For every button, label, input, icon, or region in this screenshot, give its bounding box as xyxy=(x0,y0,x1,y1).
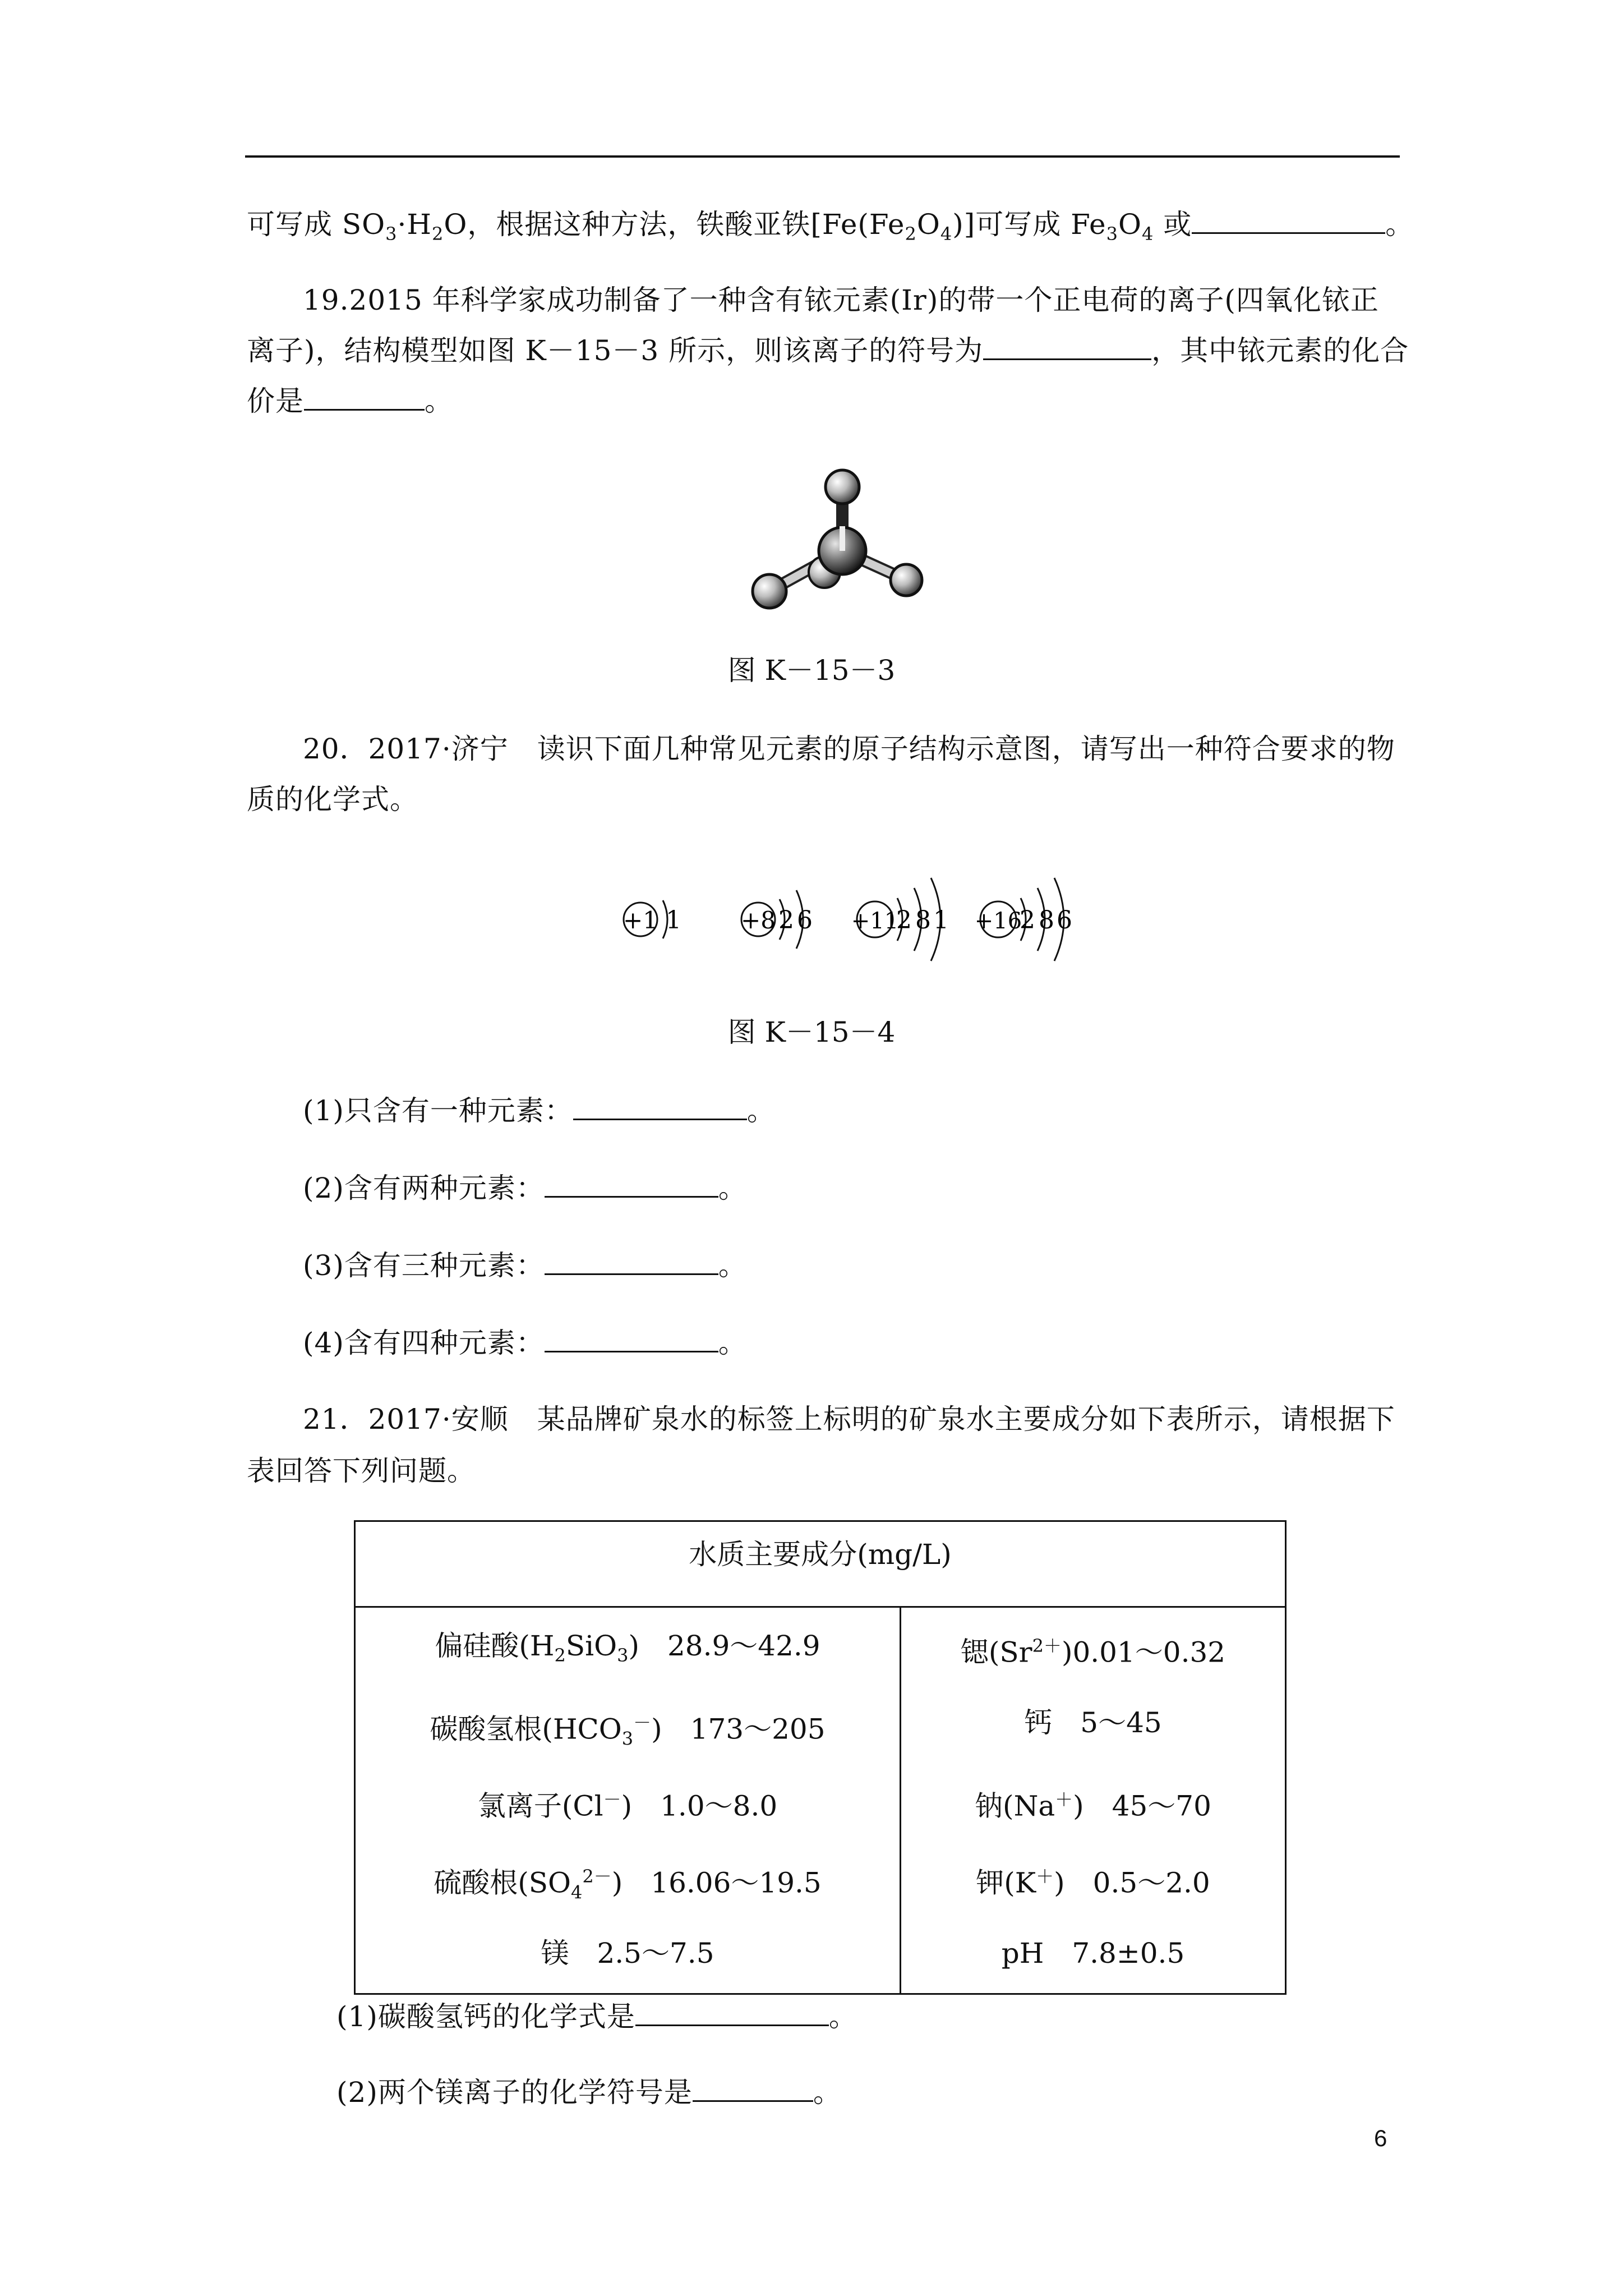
q20-sub-3: (3)含有三种元素： 。 xyxy=(303,1249,747,1282)
table-cell: 偏硅酸$(H_2SiO_3)$ 28.9～42.9 xyxy=(435,1630,820,1666)
mineral-water-table xyxy=(354,1520,1287,1995)
q21-sub-1: (1)碳酸氢钙的化学式是 。 xyxy=(336,2000,857,2033)
answer-blank[interactable] xyxy=(545,1249,718,1275)
nucleus-label: +16 xyxy=(974,908,1022,934)
atom-diagram-sulfur xyxy=(975,878,1072,961)
q20-sub-1: (1)只含有一种元素： 。 xyxy=(303,1094,776,1127)
atom-diagram-sodium xyxy=(851,878,949,961)
shell-electrons: 1 xyxy=(666,906,681,935)
q20-sub-4: (4)含有四种元素： 。 xyxy=(303,1327,747,1359)
answer-blank[interactable] xyxy=(545,1171,718,1198)
shell-electrons: 8 xyxy=(915,906,931,935)
table-cell: pH 7.8±0.5 xyxy=(1001,1937,1185,1970)
table-cell: 碳酸氢根$(HCO_3^-)$ 173～205 xyxy=(430,1712,826,1750)
q21-line-1: 21．2017·安顺 某品牌矿泉水的标签上标明的矿泉水主要成分如下表所示，请根据下 xyxy=(303,1403,1395,1435)
figure-caption-k15-3: 图 K－15－3 xyxy=(727,654,896,687)
q21-line-2: 表回答下列问题。 xyxy=(247,1455,476,1487)
q20-line-2: 质的化学式。 xyxy=(247,783,418,816)
shell-electrons: 8 xyxy=(1039,906,1054,935)
table-cell: 氯离子(Cl－) 1.0～8.0 xyxy=(477,1789,778,1823)
shell-electrons: 6 xyxy=(797,906,813,935)
nucleus-label: +11 xyxy=(851,908,899,934)
table-left-column xyxy=(355,1607,901,1994)
tetrahedral-molecule-model-icon xyxy=(740,460,931,617)
table-cell: 钙 5～45 xyxy=(1024,1706,1162,1739)
answer-blank[interactable] xyxy=(1192,208,1385,234)
figure-caption-k15-4: 图 K－15－4 xyxy=(727,1016,896,1048)
answer-blank[interactable] xyxy=(545,1326,718,1352)
answer-blank[interactable] xyxy=(693,2076,813,2102)
nucleus-label: +8 xyxy=(741,907,776,934)
table-cell: 锶$(Sr^{2+})0.01\sim 0.32$ xyxy=(960,1635,1226,1669)
q19-line-3: 价是 。 xyxy=(247,385,453,417)
q19-line-1: 19.2015 年科学家成功制备了一种含有铱元素(Ir)的带一个正电荷的离子(四氧化铱正 xyxy=(303,284,1379,316)
table-cell: 钠(Na＋) 45～70 xyxy=(975,1789,1211,1823)
shell-electrons: 1 xyxy=(933,906,949,935)
q20-sub-2: (2)含有两种元素： 。 xyxy=(303,1172,747,1204)
answer-blank[interactable] xyxy=(304,384,425,411)
shell-electrons: 6 xyxy=(1057,906,1072,935)
answer-blank[interactable] xyxy=(635,2000,829,2026)
answer-blank[interactable] xyxy=(573,1094,747,1120)
table-header: 水质主要成分(mg/L) xyxy=(355,1521,1286,1607)
q21-sub-2: (2)两个镁离子的化学符号是 。 xyxy=(336,2076,842,2109)
shell-electrons: 2 xyxy=(1020,906,1035,935)
q20-line-1: 20．2017·济宁 读识下面几种常见元素的原子结构示意图，请写出一种符合要求的物 xyxy=(303,733,1395,765)
table-cell: 镁 2.5～7.5 xyxy=(541,1937,714,1970)
table-cell: 硫酸根$(SO_4^{2-})$ 16.06～19.5 xyxy=(434,1866,822,1903)
nucleus-label: +1 xyxy=(623,907,658,934)
page-number: 6 xyxy=(1374,2125,1387,2151)
q19-line-2: 离子)，结构模型如图 K－15－3 所示，则该离子的符号为 ，其中铱元素的化合 xyxy=(247,334,1409,367)
table-right-column xyxy=(901,1607,1286,1994)
atom-diagram-hydrogen xyxy=(623,900,681,938)
shell-electrons: 2 xyxy=(896,906,912,935)
shell-electrons: 2 xyxy=(778,906,794,935)
answer-blank[interactable] xyxy=(983,334,1151,360)
q18-tail-line: 可写成 $SO_3\cdot H_2O$，根据这种方法，铁酸亚铁$[Fe(Fe_2O_4)]$可写成 $Fe_3O_4$ 或 。 xyxy=(247,208,1414,245)
table-cell: 钾(K＋) 0.5～2.0 xyxy=(976,1866,1210,1899)
header-rule xyxy=(245,155,1400,158)
atomic-structure-diagrams xyxy=(611,861,1094,973)
atom-diagram-oxygen xyxy=(741,890,813,949)
